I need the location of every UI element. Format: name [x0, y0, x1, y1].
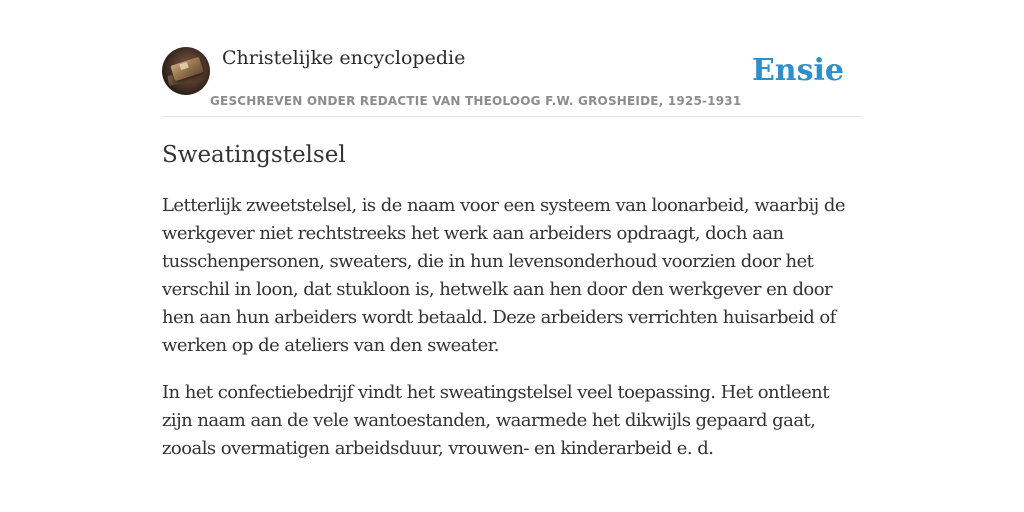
brand-logo[interactable]: Ensie	[751, 53, 844, 88]
article-title: Sweatingstelsel	[162, 142, 346, 168]
avatar[interactable]	[162, 47, 210, 95]
article-paragraph: In het confectiebedrijf vindt het sweatingstelsel veel toepassing. Het ontleent zijn naam aan de vele wantoestanden, waarmede het dikwijls gepaard gaat, zooals overmatigen arbeidsduur, vrouwen- en kinderarbeid e. d.	[162, 382, 829, 459]
article-paragraph: Letterlijk zweetstelsel, is de naam voor een systeem van loonarbeid, waarbij de werkgever niet rechtstreeks het werk aan arbeiders opdraagt, doch aan tusschenpersonen, sweaters, die in hun levensonderhoud voorzien door het verschil in loon, dat stukloon is, hetwelk aan hen door den werkgever en door hen aan hun arbeiders wordt betaald. Deze arbeiders verrichten huisarbeid of werken op de ateliers van den sweater.	[162, 195, 845, 356]
site-subtitle: GESCHREVEN ONDER REDACTIE VAN THEOLOOG F.W. GROSHEIDE, 1925-1931	[210, 94, 742, 108]
site-title[interactable]: Christelijke encyclopedie	[222, 47, 466, 69]
header	[162, 46, 862, 117]
